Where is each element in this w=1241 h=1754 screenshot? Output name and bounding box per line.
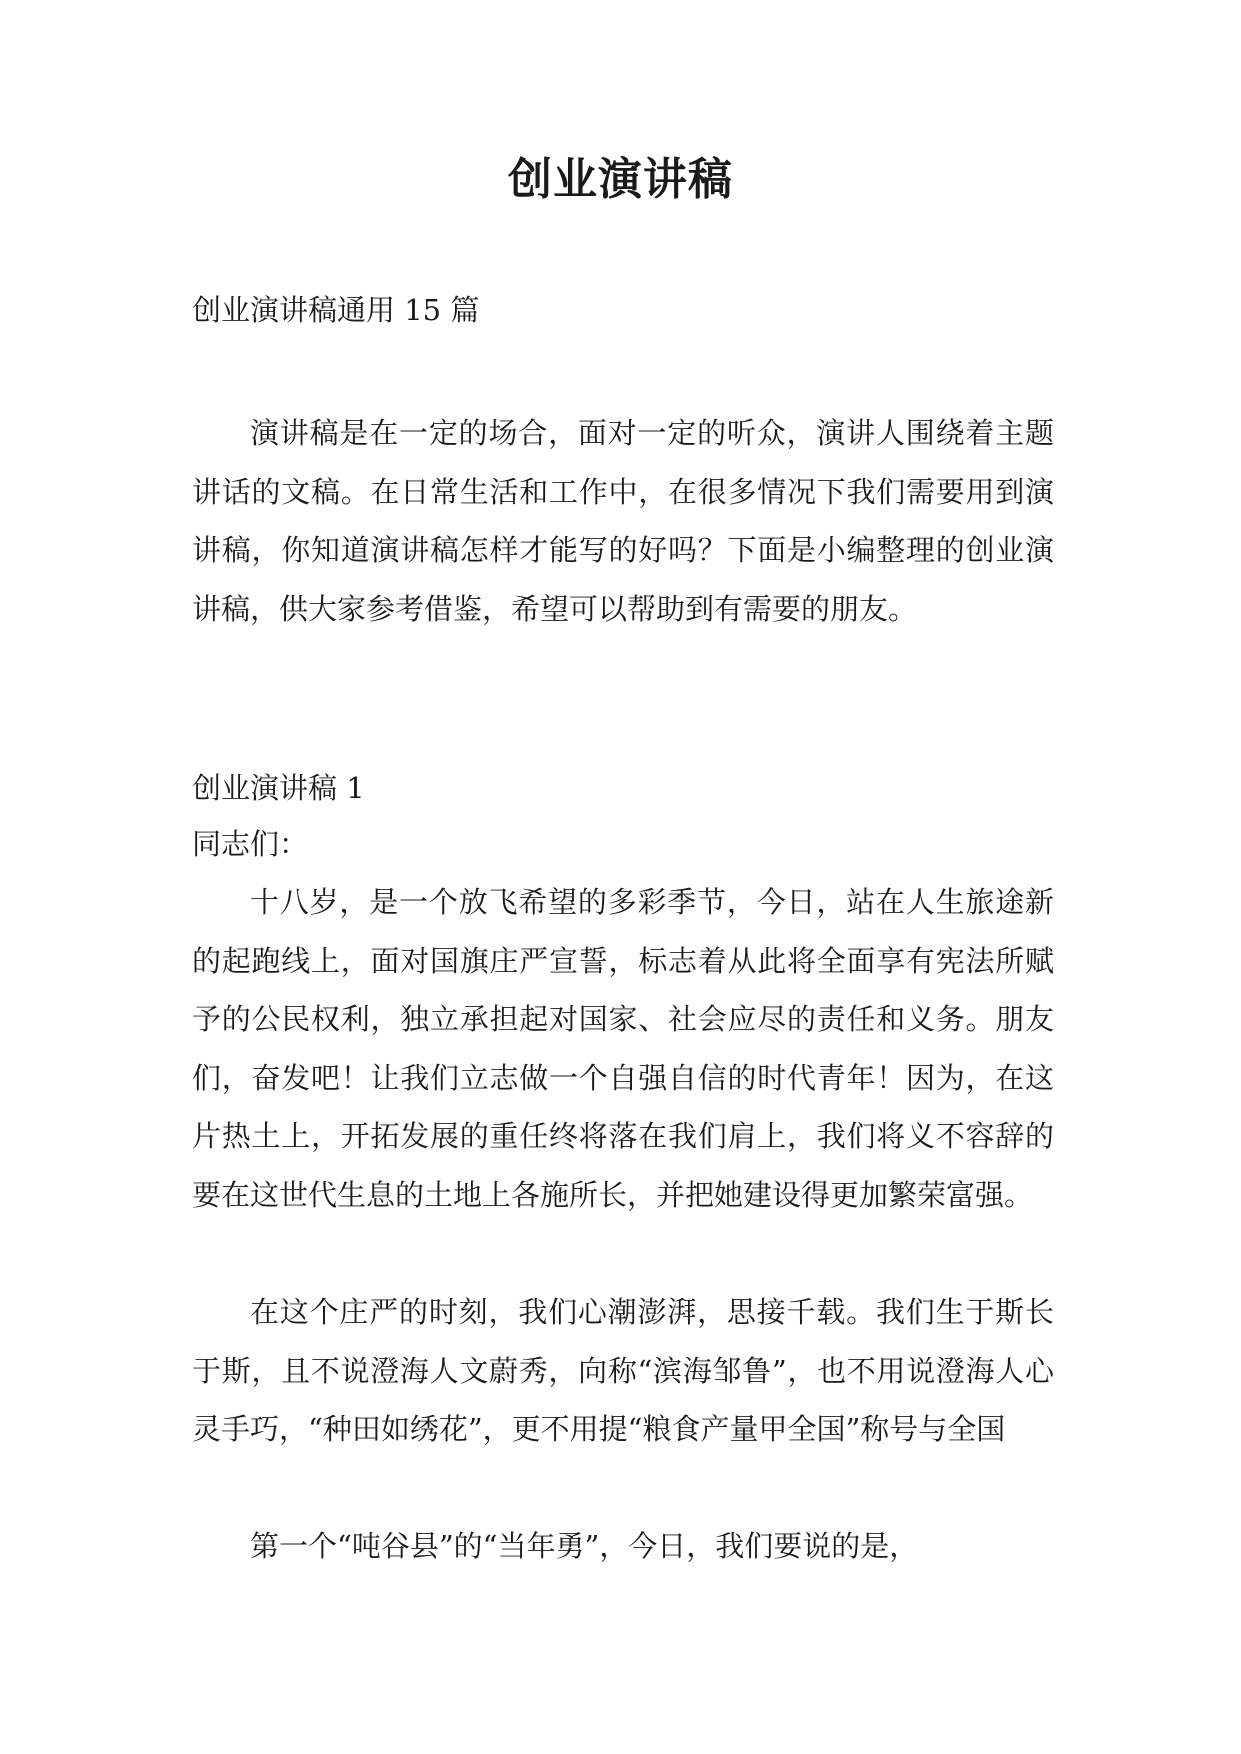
greeting-line: 同志们：	[192, 827, 309, 861]
body-paragraph: 第一个“吨谷县”的“当年勇”，今日，我们要说的是，	[250, 1529, 919, 1563]
document-title: 创业演讲稿	[508, 154, 733, 205]
section-heading: 创业演讲稿 1	[192, 771, 365, 805]
body-paragraph: 十八岁，是一个放飞希望的多彩季节，今日，站在人生旅途新的起跑线上，面对国旗庄严宣誓，标志着从此将全面享有宪法所赋予的公民权利，独立承担起对国家、社会应尽的责任和义务。朋友们，奋发吧！让我们立志做一个自强自信的时代青年！因为，在这片热土上，开拓发展的重任终将落在我们肩上，我们将义不容辞的要在这世代生息的土地上各施所长，并把她建设得更加繁荣富强。	[192, 885, 1054, 1212]
intro-paragraph: 演讲稿是在一定的场合，面对一定的听众，演讲人围绕着主题讲话的文稿。在日常生活和工作中，在很多情况下我们需要用到演讲稿，你知道演讲稿怎样才能写的好吗？下面是小编整理的创业演讲稿，供大家参考借鉴，希望可以帮助到有需要的朋友。	[192, 416, 1054, 626]
document-subtitle: 创业演讲稿通用 15 篇	[192, 293, 480, 327]
body-paragraph: 在这个庄严的时刻，我们心潮澎湃，思接千载。我们生于斯长于斯，且不说澄海人文蔚秀，向称“滨海邹鲁”，也不用说澄海人心灵手巧，“种田如绣花”，更不用提“粮食产量甲全国”称号与全国	[192, 1295, 1054, 1446]
